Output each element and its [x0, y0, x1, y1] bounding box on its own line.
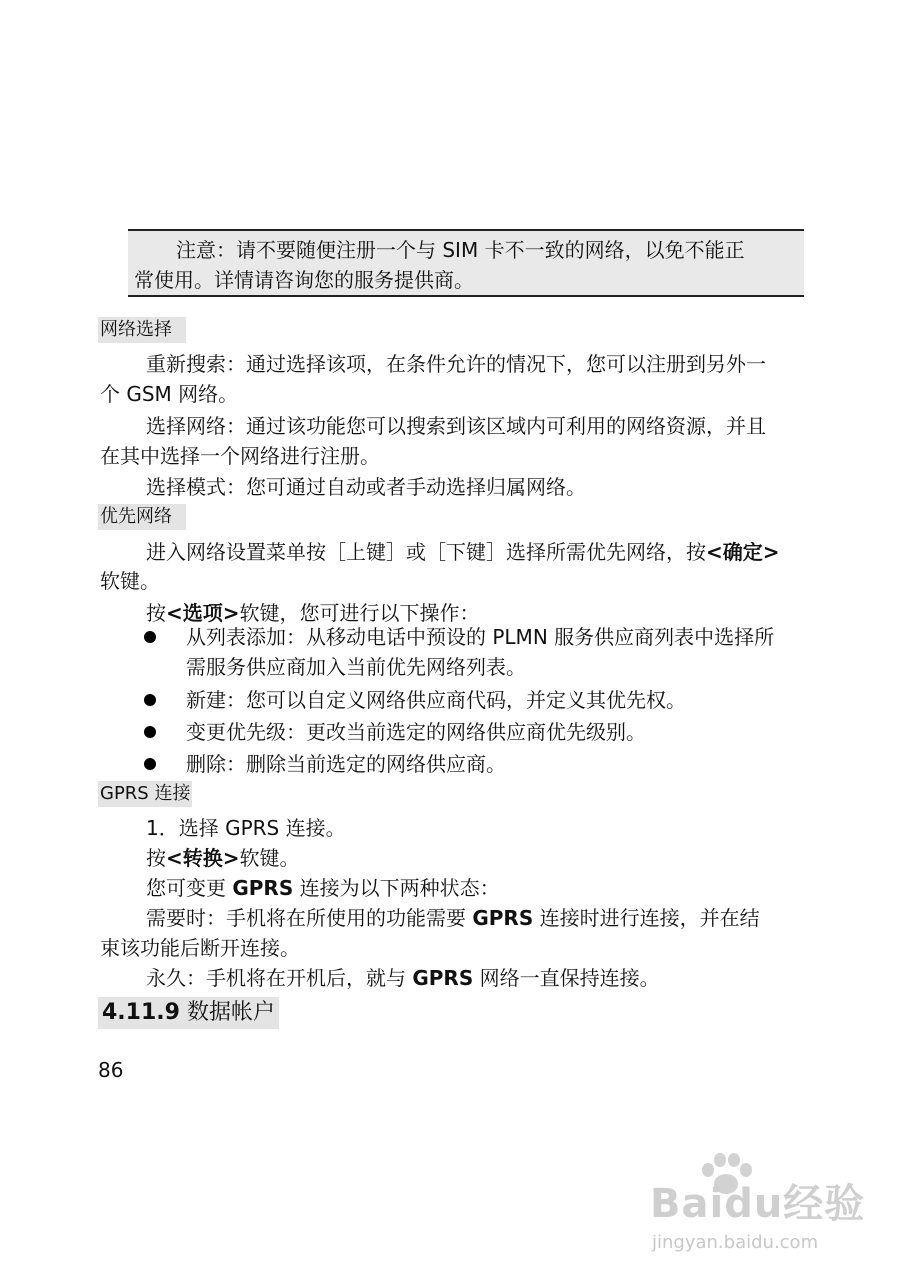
softkey-confirm: <确定>: [706, 540, 780, 564]
select-network-text: 通过该功能您可以搜索到该区域内可利用的网络资源，并且: [246, 414, 766, 438]
heading-preferred-network: 优先网络: [100, 506, 172, 527]
bullet-text: 更改当前选定的网络供应商优先级别。: [306, 720, 646, 744]
when-needed-text: 连接时进行连接，并在结: [533, 906, 760, 930]
bullet-dot: [144, 631, 156, 643]
paragraph-preferred-intro-cont: 软键。: [100, 569, 160, 593]
heading-network-select: 网络选择: [100, 319, 172, 340]
softkey-switch: <转换>: [166, 846, 240, 870]
gprs-term: GPRS: [232, 876, 294, 900]
watermark-url: jingyan.baidu.com: [652, 1232, 819, 1253]
bullet-dot: [144, 694, 156, 706]
bullet-change-priority: [186, 719, 646, 745]
gprs-term: GPRS: [472, 906, 534, 930]
note-box: [128, 229, 804, 297]
states-prefix: 您可变更: [146, 876, 233, 900]
section-number: 4.11.9: [102, 1000, 180, 1025]
term-select-network: 选择网络：: [146, 414, 246, 438]
preferred-intro-text: 进入网络设置菜单按［上键］或［下键］选择所需优先网络，按: [146, 540, 706, 564]
watermark-logo: Baidu经验: [650, 1181, 866, 1227]
bullet-add-from-list: [186, 624, 774, 650]
switch-text: 软键。: [239, 846, 300, 870]
gprs-when-needed: [146, 905, 760, 931]
bullet-dot: [144, 758, 156, 770]
bullet-label: 删除：: [186, 752, 246, 776]
softkey-options: <选项>: [166, 601, 240, 625]
always-prefix: 永久：手机将在开机后，就与: [146, 966, 413, 990]
bullet-text: 您可以自定义网络供应商代码，并定义其优先权。: [246, 688, 686, 712]
note-line-2: 常使用。详情请咨询您的服务提供商。: [134, 268, 474, 292]
section-name: 数据帐户: [186, 1000, 275, 1025]
when-needed-prefix: 需要时：手机将在所使用的功能需要: [146, 906, 473, 930]
paragraph-rescan-cont: 个 GSM 网络。: [100, 382, 239, 406]
bullet-label: 变更优先级：: [186, 720, 306, 744]
bullet-delete: [186, 751, 506, 777]
paragraph-select-mode: [146, 474, 586, 500]
select-mode-text: 您可通过自动或者手动选择归属网络。: [246, 475, 586, 499]
bullet-label: 新建：: [186, 688, 246, 712]
switch-prefix: 按: [146, 846, 166, 870]
paragraph-options: [146, 600, 480, 626]
bullet-dot: [144, 726, 156, 738]
page-number: 86: [98, 1058, 124, 1082]
paragraph-rescan: [146, 351, 766, 377]
paragraph-select-network: [146, 413, 766, 439]
gprs-step-1: 1．选择 GPRS 连接。: [146, 816, 346, 840]
note-line-1: 注意：请不要随便注册一个与 SIM 卡不一致的网络，以免不能正: [176, 238, 745, 262]
term-rescan: 重新搜索：: [146, 352, 246, 376]
states-text: 连接为以下两种状态：: [293, 876, 500, 900]
term-select-mode: 选择模式：: [146, 475, 246, 499]
options-prefix: 按: [146, 601, 166, 625]
heading-gprs: GPRS 连接: [100, 783, 191, 804]
gprs-switch: [146, 845, 300, 871]
always-text: 网络一直保持连接。: [473, 966, 660, 990]
baidu-watermark: [640, 1150, 900, 1270]
paragraph-preferred-intro: [146, 539, 780, 565]
rescan-text: 通过选择该项，在条件允许的情况下，您可以注册到另外一: [246, 352, 766, 376]
bullet-label: 从列表添加：: [186, 625, 306, 649]
gprs-always: [146, 965, 660, 991]
options-text: 软键，您可进行以下操作：: [239, 601, 480, 625]
bullet-new: [186, 687, 686, 713]
bullet-text: 删除当前选定的网络供应商。: [246, 752, 506, 776]
bullet-text: 从移动电话中预设的 PLMN 服务供应商列表中选择所: [306, 625, 775, 649]
section-title: [98, 997, 279, 1029]
paragraph-select-network-cont: 在其中选择一个网络进行注册。: [100, 444, 380, 468]
gprs-states: [146, 875, 500, 901]
gprs-term: GPRS: [412, 966, 474, 990]
gprs-when-needed-cont: 束该功能后断开连接。: [100, 936, 300, 960]
bullet-add-from-list-cont: 需服务供应商加入当前优先网络列表。: [186, 655, 526, 679]
